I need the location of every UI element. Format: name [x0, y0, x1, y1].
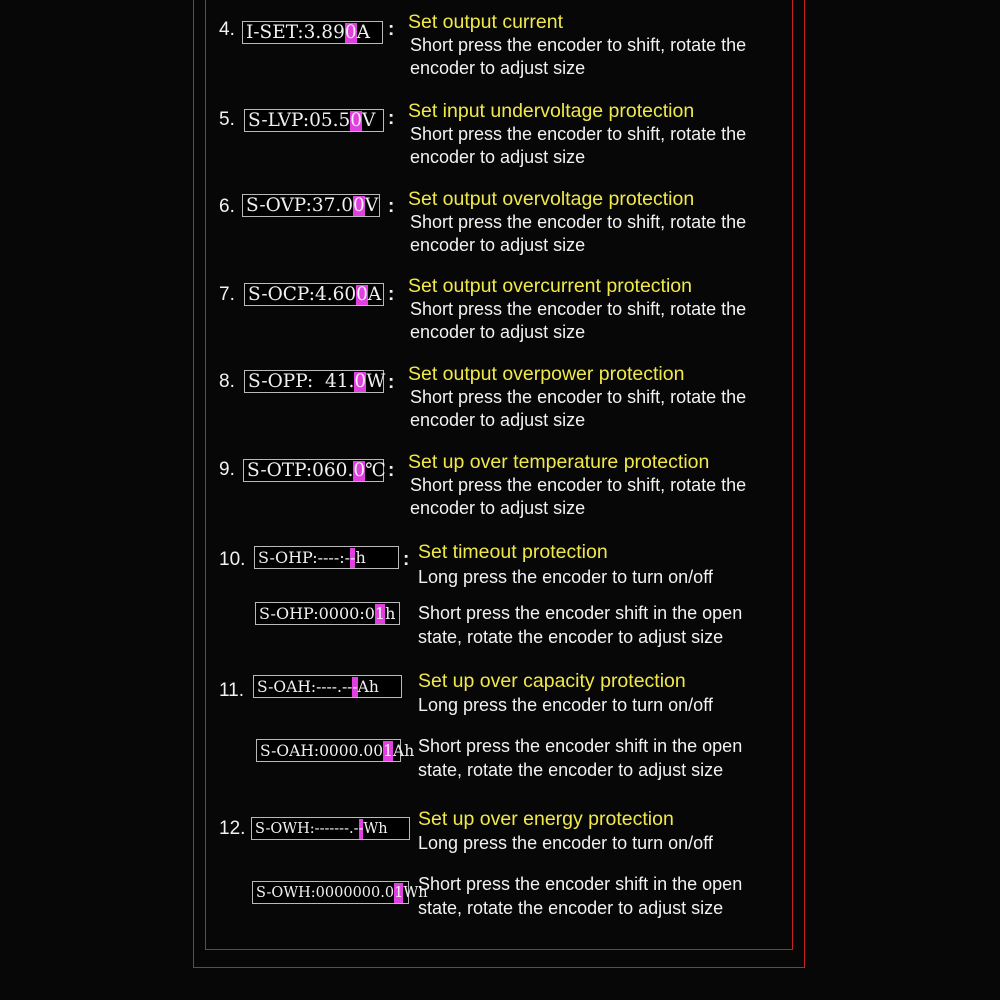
lcd-display: S-OCP:4.60 0 A — [244, 283, 384, 306]
lcd-display: S-OVP:37.0 0 V — [242, 194, 380, 217]
colon: : — [388, 108, 395, 129]
setting-title: Set up over capacity protection — [418, 670, 686, 692]
setting-title: Set output overvoltage protection — [408, 188, 695, 210]
setting-title: Set up over temperature protection — [408, 451, 710, 473]
setting-title: Set output overpower protection — [408, 363, 685, 385]
lcd-display-open-state: S-OWH:0000000.0 1 Wh — [252, 881, 409, 904]
setting-title: Set output overcurrent protection — [408, 275, 692, 297]
item-number: 12. — [219, 818, 246, 839]
setting-title: Set output current — [408, 11, 564, 33]
item-number: 6. — [219, 196, 235, 217]
lcd-display-open-state: S-OHP:0000:0 1 h — [255, 602, 400, 625]
lcd-cursor: 0 — [344, 21, 357, 43]
item-number: 9. — [219, 459, 235, 480]
item-number: 11. — [219, 680, 245, 701]
lcd-cursor: 0 — [353, 459, 366, 481]
lcd-cursor: 1 — [394, 884, 404, 901]
lcd-cursor: 0 — [354, 370, 367, 392]
item-number: 10. — [219, 549, 246, 570]
item-number: 7. — [219, 284, 235, 305]
colon: : — [388, 196, 395, 217]
lcd-display-open-state: S-OAH:0000.00 1 Ah — [256, 739, 401, 762]
item-number: 8. — [219, 371, 235, 392]
lcd-cursor: 0 — [353, 194, 365, 216]
lcd-display: S-OHP:----:- - h — [254, 546, 399, 569]
colon: : — [388, 284, 395, 305]
lcd-display: S-OWH:-------.- - Wh — [251, 817, 410, 840]
setting-title: Set timeout protection — [418, 541, 608, 563]
colon: : — [388, 460, 395, 481]
lcd-cursor: 1 — [383, 741, 394, 760]
setting-title: Set up over energy protection — [418, 808, 674, 830]
lcd-display: S-OTP:060. 0 ℃ — [243, 459, 384, 482]
lcd-cursor: - — [350, 547, 356, 567]
item-number: 4. — [219, 19, 235, 40]
colon: : — [403, 549, 410, 570]
colon: : — [388, 372, 395, 393]
lcd-cursor: - — [352, 677, 358, 696]
lcd-cursor: 0 — [350, 109, 363, 131]
lcd-display: S-OPP: 41. 0 W — [244, 370, 384, 393]
lcd-cursor: 0 — [356, 283, 368, 305]
lcd-cursor: 1 — [374, 603, 386, 623]
lcd-display: S-OAH:----.-- - Ah — [253, 675, 402, 698]
item-number: 5. — [219, 109, 235, 130]
colon: : — [388, 19, 395, 40]
lcd-display: S-LVP:05.5 0 V — [244, 109, 384, 132]
lcd-display: I-SET:3.89 0 A — [242, 21, 383, 44]
lcd-cursor: - — [358, 820, 364, 837]
setting-title: Set input undervoltage protection — [408, 100, 695, 122]
